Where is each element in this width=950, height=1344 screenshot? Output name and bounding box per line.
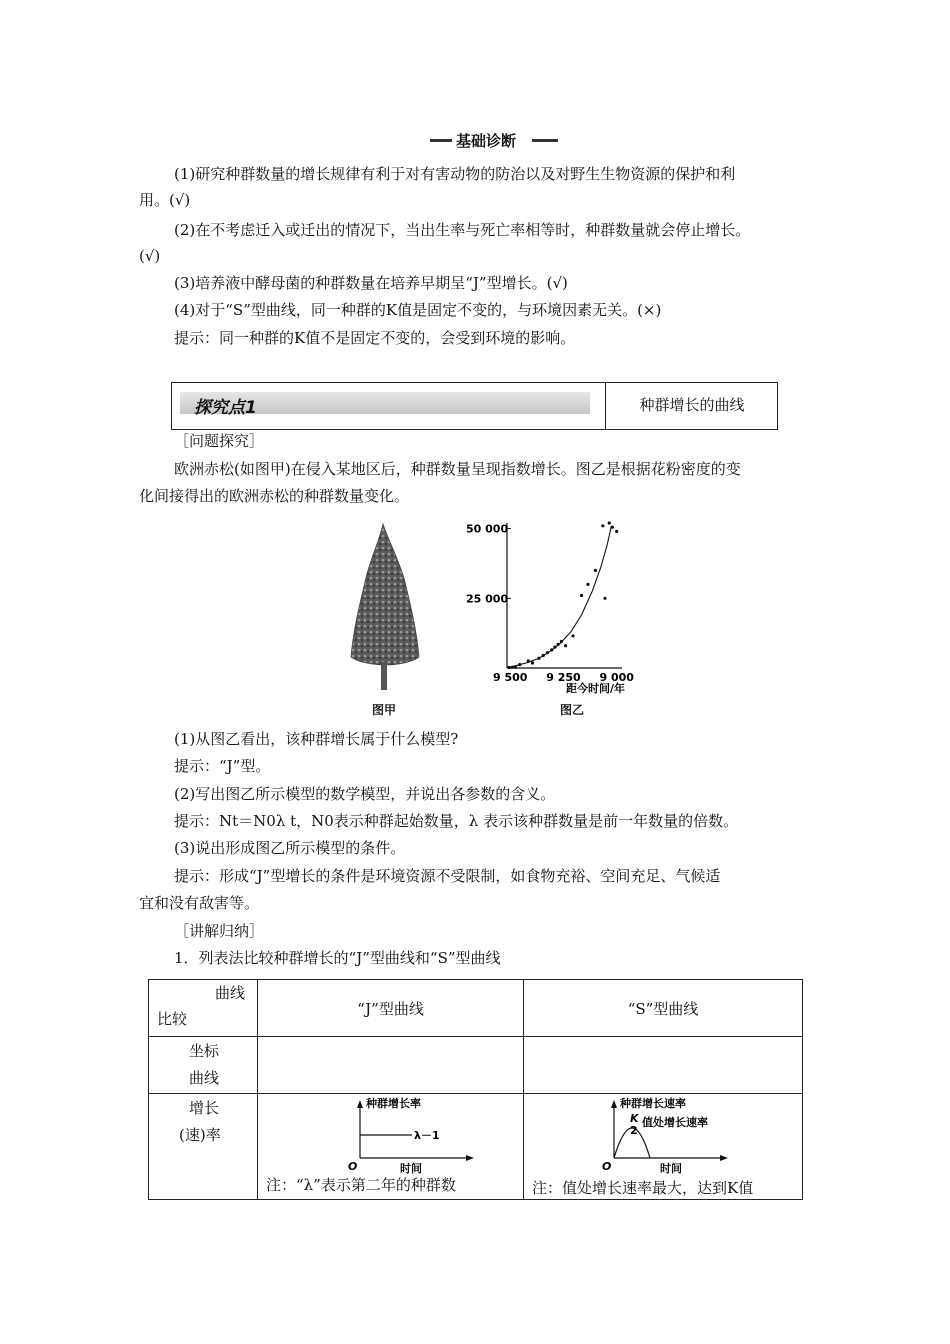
arrow-up-icon — [357, 1100, 363, 1108]
data-point — [560, 640, 563, 643]
row1-line-b: 曲线 — [189, 1069, 220, 1087]
diag-1-line1: (1)研究种群数量的增长规律有利于对有害动物的防治以及对野生生物资源的保护和利 — [174, 165, 736, 183]
list-title: 1．列表法比较种群增长的“J”型曲线和“S”型曲线 — [174, 949, 501, 967]
diag-2-line2: (√) — [139, 247, 161, 265]
s-peak-label: 值处增长速率 — [642, 1116, 708, 1129]
cell-s-coord — [524, 1037, 803, 1094]
figure-right-caption: 图乙 — [560, 703, 585, 717]
hint-k: 提示：同一种群的K值不是固定不变的，会受到环境的影响。 — [174, 329, 576, 347]
s-origin: O — [602, 1160, 612, 1173]
diag-1-line2: 用。(√) — [139, 191, 191, 209]
explore-label: 探究点1 — [194, 398, 257, 418]
data-point — [511, 666, 514, 669]
comparison-table — [148, 979, 803, 1200]
arrow-up-icon — [611, 1100, 617, 1108]
question-2: (2)写出图乙所示模型的数学模型，并说出各参数的含义。 — [174, 785, 556, 803]
data-point — [546, 651, 549, 654]
population-chart — [462, 518, 652, 696]
section-title-text: 基础诊断 — [456, 132, 517, 150]
table-corner-cell — [149, 980, 258, 1037]
x-tick-label: 9 250 — [546, 671, 581, 684]
intro-line2: 化间接得出的欧洲赤松的种群数量变化。 — [139, 487, 410, 505]
trend-curve — [507, 526, 611, 668]
data-point — [594, 569, 597, 572]
data-point — [601, 524, 604, 527]
answer-3-line1: 提示：形成“J”型增长的条件是环境资源不受限制，如食物充裕、空间充足、气候适 — [174, 867, 721, 885]
title-bar-right — [532, 139, 558, 142]
row2-line-b: (速)率 — [179, 1126, 221, 1144]
pine-tree-icon — [345, 522, 425, 697]
data-point — [580, 594, 583, 597]
x-axis-label: 距今时间/年 — [566, 682, 626, 695]
j-note: 注：“λ”表示第二年的种群数 — [266, 1176, 456, 1194]
header-s: “S”型曲线 — [524, 980, 803, 1037]
s-xlabel: 时间 — [660, 1162, 682, 1174]
data-point — [608, 521, 611, 524]
cell-s-rate — [524, 1094, 803, 1200]
data-point — [518, 663, 521, 666]
data-point — [571, 634, 574, 637]
data-point — [586, 583, 589, 586]
data-point — [527, 659, 530, 662]
arrow-right-icon — [720, 1155, 728, 1161]
explore-point-box — [171, 382, 778, 430]
j-xlabel: 时间 — [400, 1162, 422, 1174]
section-title — [430, 130, 558, 150]
answer-1: 提示：“J”型。 — [174, 757, 271, 775]
cell-j-coord — [258, 1037, 524, 1094]
data-point — [564, 644, 567, 647]
cell-j-rate — [258, 1094, 524, 1200]
row-label-rate — [149, 1094, 258, 1200]
problem-heading: ［问题探究］ — [174, 432, 265, 450]
y-tick-label: 50 000 — [466, 522, 509, 536]
explore-topic: 种群增长的曲线 — [639, 396, 745, 414]
arrow-right-icon — [466, 1155, 474, 1161]
data-point — [603, 597, 606, 600]
data-point — [553, 645, 556, 648]
data-point — [542, 654, 545, 657]
corner-top: 曲线 — [215, 984, 246, 1002]
data-point — [531, 661, 534, 664]
s-note: 注：值处增长速率最大，达到K值 — [532, 1179, 754, 1197]
answer-2: 提示：Nt＝N0λ t，N0表示种群起始数量，λ 表示该种群数量是前一年数量的倍数。 — [174, 812, 739, 830]
data-point — [611, 526, 614, 529]
intro-line1: 欧洲赤松(如图甲)在侵入某地区后，种群数量呈现指数增长。图乙是根据花粉密度的变 — [174, 460, 741, 478]
j-rate-graph — [348, 1096, 478, 1174]
j-origin: O — [348, 1160, 358, 1173]
corner-bottom: 比较 — [157, 1010, 188, 1028]
j-line-label: λ－1 — [414, 1129, 440, 1142]
s-two: 2 — [630, 1124, 638, 1137]
row1-line-a: 坐标 — [189, 1042, 220, 1060]
j-ylabel: 种群增长率 — [366, 1097, 421, 1110]
question-1: (1)从图乙看出，该种群增长属于什么模型? — [174, 730, 459, 748]
row-label-coord — [149, 1037, 258, 1094]
row2-line-a: 增长 — [189, 1099, 220, 1117]
figure-left-caption: 图甲 — [372, 703, 397, 717]
data-point — [514, 666, 517, 669]
diag-3: (3)培养液中酵母菌的种群数量在培养早期呈“J”型增长。(√) — [174, 274, 568, 292]
data-point — [615, 530, 618, 533]
title-bar-left — [430, 139, 452, 142]
data-point — [537, 657, 540, 660]
s-rate-graph — [602, 1096, 742, 1174]
s-k-label: K — [630, 1112, 639, 1125]
header-j: “J”型曲线 — [258, 980, 524, 1037]
x-tick-label: 9 500 — [493, 671, 528, 684]
y-tick-label: 25 000 — [466, 592, 509, 606]
data-point — [508, 666, 511, 669]
question-3: (3)说出形成图乙所示模型的条件。 — [174, 839, 406, 857]
answer-3-line2: 宜和没有敌害等。 — [139, 894, 260, 912]
data-point — [550, 648, 553, 651]
x-tick-label: 9 000 — [599, 671, 634, 684]
data-point — [557, 643, 560, 646]
diag-2-line1: (2)在不考虑迁入或迁出的情况下，当出生率与死亡率相等时，种群数量就会停止增长。 — [174, 221, 751, 239]
s-ylabel: 种群增长速率 — [620, 1097, 686, 1110]
summary-heading: ［讲解归纳］ — [174, 922, 265, 940]
diag-4: (4)对于“S”型曲线，同一种群的K值是固定不变的，与环境因素无关。(×) — [174, 301, 662, 319]
